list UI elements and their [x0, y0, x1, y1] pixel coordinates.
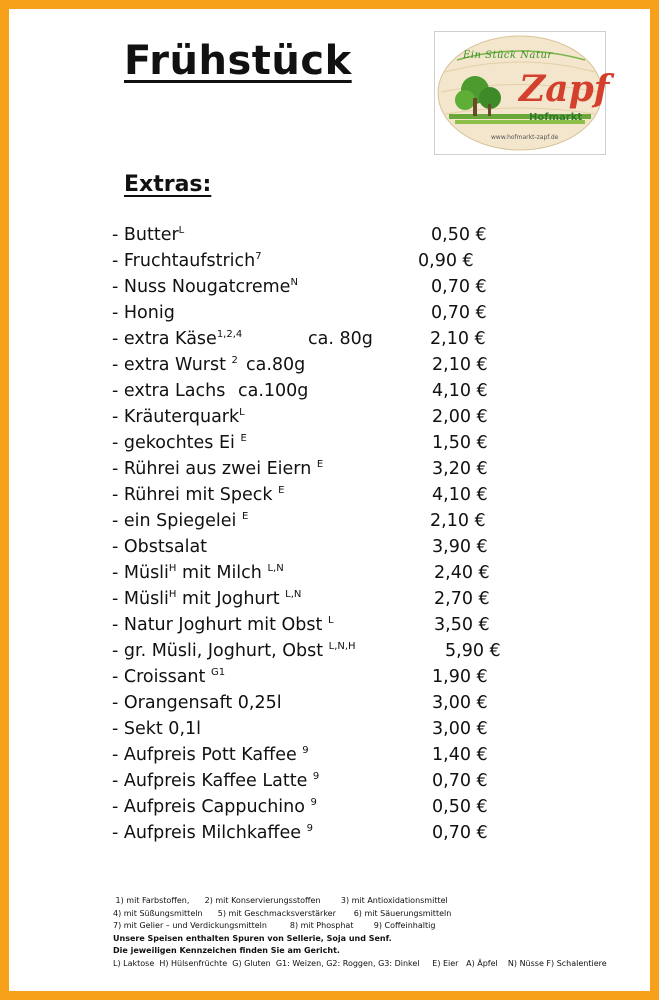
item-label: - Aufpreis Pott Kaffee [112, 745, 303, 765]
item-label: - Rührei aus zwei Eiern [112, 459, 317, 479]
item-label: - Fruchtaufstrich [112, 251, 256, 271]
item-name [112, 716, 201, 742]
item-name [112, 664, 225, 690]
menu-item [112, 222, 532, 248]
allergen-code: H [168, 563, 177, 574]
trace-note: Unsere Speisen enthalten Spuren von Sellerie, Soja und Senf. [113, 933, 392, 943]
allergen-code: E [241, 511, 249, 522]
item-price: 2,10 € [432, 355, 488, 375]
item-price: 3,20 € [432, 459, 488, 479]
item-label: - Aufpreis Milchkaffee [112, 823, 307, 843]
item-price: 0,90 € [418, 251, 474, 271]
additive-line-1: 1) mit Farbstoffen, 2) mit Konservierungsstoffen 3) mit Antioxidationsmittel [113, 896, 448, 905]
item-price: 0,70 € [431, 277, 487, 297]
item-name [112, 430, 247, 456]
menu-item [112, 508, 532, 534]
allergen-code: H [168, 589, 177, 600]
allergen-code: 2 [231, 355, 238, 366]
item-name [112, 534, 207, 560]
item-name [112, 274, 298, 300]
allergen-code: 9 [306, 823, 313, 834]
item-price: 1,50 € [432, 433, 488, 453]
allergen-code: L,N [285, 589, 302, 600]
hofmarkt-zapf-logo [434, 31, 610, 155]
additive-line-2: 4) mit Süßungsmitteln 5) mit Geschmacksverstärker 6) mit Säuerungsmitteln [113, 908, 452, 918]
item-quantity: ca. 80g [308, 329, 373, 349]
item-price: 0,50 € [431, 225, 487, 245]
item-label: - Aufpreis Cappuchino [112, 797, 311, 817]
item-name [112, 404, 245, 430]
item-label: - Aufpreis Kaffee Latte [112, 771, 313, 791]
item-price: 0,70 € [432, 771, 488, 791]
item-quantity: ca.80g [246, 355, 306, 375]
allergen-code: L [327, 615, 334, 626]
item-price: 4,10 € [432, 485, 488, 505]
menu-item [112, 430, 532, 456]
menu-item [112, 742, 532, 768]
item-label: - extra Käse [112, 329, 217, 349]
item-label: - Croissant [112, 667, 211, 687]
allergen-code: L [178, 225, 185, 236]
item-price: 2,10 € [430, 329, 486, 349]
item-label: - Müsli [112, 563, 169, 583]
menu-item [112, 404, 532, 430]
allergen-code: 7 [255, 251, 262, 262]
item-name [112, 456, 323, 482]
allergen-code: L [239, 407, 245, 418]
item-price: 2,00 € [432, 407, 488, 427]
item-name [112, 326, 242, 352]
extras-list [112, 222, 532, 846]
item-price: 2,40 € [434, 563, 490, 583]
additive-line-3: 7) mit Gelier – und Verdickungsmitteln 8) mit Phosphat 9) Coffeinhaltig [113, 921, 436, 931]
menu-item [112, 534, 532, 560]
item-label: - extra Wurst [112, 355, 232, 375]
item-label: - extra Lachs [112, 381, 226, 401]
item-name [112, 690, 282, 716]
item-name [112, 612, 334, 638]
allergen-code: G1 [210, 667, 226, 678]
menu-item [112, 794, 532, 820]
item-price: 3,90 € [432, 537, 488, 557]
menu-item [112, 664, 532, 690]
allergen-code: 9 [310, 797, 317, 808]
item-price: 1,90 € [432, 667, 488, 687]
item-label: - Nuss Nougatcreme [112, 277, 291, 297]
menu-item [112, 820, 532, 846]
item-price: 0,70 € [432, 823, 488, 843]
allergen-code: N [290, 277, 298, 288]
logo-subtitle: Hofmarkt [529, 112, 583, 123]
item-label: - Natur Joghurt mit Obst [112, 615, 328, 635]
item-name [112, 560, 284, 586]
item-name [112, 482, 284, 508]
item-price: 2,70 € [434, 589, 490, 609]
allergen-code: 9 [302, 745, 309, 756]
item-price: 0,50 € [432, 797, 488, 817]
item-name [112, 300, 175, 326]
menu-item [112, 768, 532, 794]
menu-item [112, 352, 532, 378]
item-label: - ein Spiegelei [112, 511, 242, 531]
allergen-code: E [316, 459, 324, 470]
allergen-code: E [278, 485, 285, 496]
allergen-code: L,N,H [328, 641, 356, 652]
item-label: - Rührei mit Speck [112, 485, 279, 505]
item-label: - Honig [112, 303, 175, 323]
item-price: 3,00 € [432, 719, 488, 739]
menu-item [112, 690, 532, 716]
logo-url: www.hofmarkt-zapf.de [491, 134, 559, 141]
item-label: - gekochtes Ei [112, 433, 241, 453]
item-name [112, 794, 317, 820]
allergen-code: 1,2,4 [216, 329, 243, 340]
logo-slogan: Ein Stück Natur [463, 50, 553, 61]
item-label-continued: mit Joghurt [176, 589, 286, 609]
menu-item [112, 560, 532, 586]
item-label: - Obstsalat [112, 537, 208, 557]
section-title-extras: Extras: [124, 172, 212, 197]
item-name [112, 378, 225, 404]
menu-item [112, 586, 532, 612]
menu-item [112, 274, 532, 300]
item-price: 4,10 € [432, 381, 488, 401]
item-label: - Orangensaft 0,25l [112, 693, 282, 713]
page-title: Frühstück [124, 38, 352, 84]
allergen-code: L,N [267, 563, 284, 574]
item-quantity: ca.100g [238, 381, 309, 401]
item-label: - Sekt 0,1l [112, 719, 202, 739]
allergen-code: E [240, 433, 247, 444]
item-name [112, 638, 356, 664]
item-label: - gr. Müsli, Joghurt, Obst [112, 641, 329, 661]
marking-note: Die jeweiligen Kennzeichen finden Sie am Gericht. [113, 946, 340, 956]
item-name [112, 248, 262, 274]
menu-item [112, 378, 532, 404]
allergen-legend: L) Laktose H) Hülsenfrüchte G) Gluten G1: Weizen, G2: Roggen, G3: Dinkel E) Eier A) Äpfel N) Nüsse F) Schalentiere [113, 958, 607, 968]
item-price: 3,50 € [434, 615, 490, 635]
item-name [112, 742, 309, 768]
item-name [112, 820, 313, 846]
item-name [112, 586, 301, 612]
menu-item [112, 482, 532, 508]
menu-item [112, 300, 532, 326]
item-price: 2,10 € [430, 511, 486, 531]
item-label: - Müsli [112, 589, 169, 609]
allergen-code: 9 [312, 771, 320, 782]
menu-item [112, 638, 532, 664]
item-price: 3,00 € [432, 693, 488, 713]
menu-item [112, 456, 532, 482]
item-label: - Butter [112, 225, 179, 245]
item-price: 0,70 € [431, 303, 487, 323]
item-label-continued: mit Milch [176, 563, 268, 583]
item-name [112, 222, 184, 248]
item-price: 1,40 € [432, 745, 488, 765]
menu-item [112, 248, 532, 274]
menu-item [112, 716, 532, 742]
item-name [112, 508, 248, 534]
menu-item [112, 326, 532, 352]
item-name [112, 352, 238, 378]
item-name [112, 768, 319, 794]
logo-brand: Zapf [519, 68, 610, 110]
menu-item [112, 612, 532, 638]
allergen-footer [113, 895, 607, 971]
item-label: - Kräuterquark [112, 407, 240, 427]
item-price: 5,90 € [445, 641, 501, 661]
